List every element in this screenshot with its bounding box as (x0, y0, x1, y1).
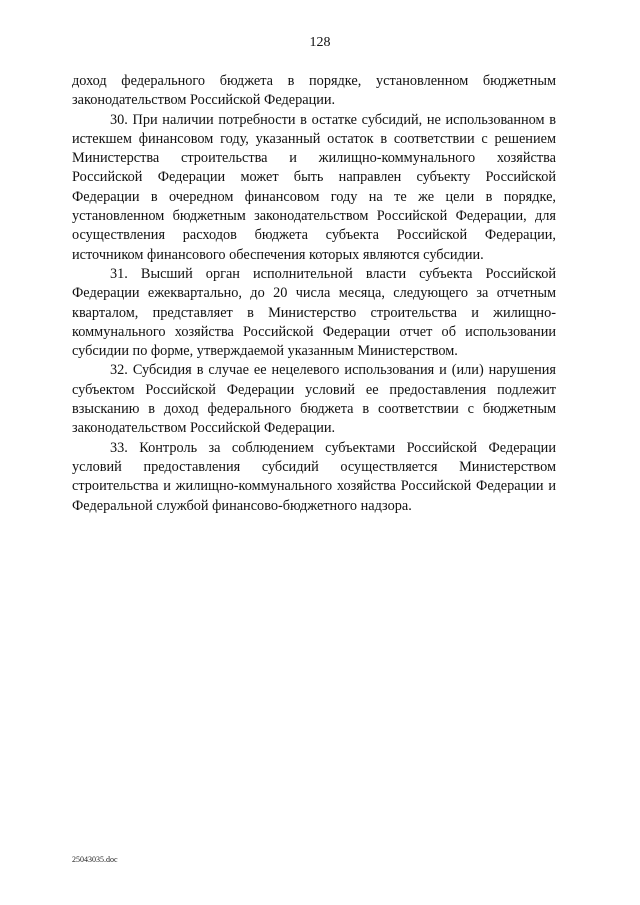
paragraph-33: 33. Контроль за соблюдением субъектами Российской Федерации условий предоставления субсидий осуществляется Министерством строительства и жилищно-коммунального хозяйства Российской Федерации и Федеральной службой финансово-бюджетного надзора. (72, 439, 556, 514)
footer-filename: 25043035.doc (72, 855, 118, 864)
paragraph-continuation: доход федерального бюджета в порядке, установленном бюджетным законодательством Российской Федерации. (72, 73, 556, 109)
paragraph-30: 30. При наличии потребности в остатке субсидий, не использованном в истекшем финансовом году, указанный остаток в соответствии с решением Министерства строительства и жилищно-коммунального хозяйства Российской Федерации может быть направлен субъекту Российской Федерации в очередном финансовом году на те же цели в порядке, установленном бюджетным законодательством Российской Федерации, для осуществления расходов бюджета субъекта Российской Федерации, источником финансового обеспечения которых являются субсидии. (72, 111, 556, 263)
paragraph-31: 31. Высший орган исполнительной власти субъекта Российской Федерации ежеквартально, до 20 числа месяца, следующего за отчетным кварталом, представляет в Министерство строительства и жилищно-коммунального хозяйства Российской Федерации отчет об использовании субсидии по форме, утверждаемой указанным Министерством. (72, 265, 556, 360)
paragraph-32: 32. Субсидия в случае ее нецелевого использования и (или) нарушения субъектом Российской Федерации условий ее предоставления подлежит взысканию в доход федерального бюджета в соответствии с бюджетным законодательством Российской Федерации. (72, 362, 556, 437)
document-body (72, 72, 556, 516)
page-number: 128 (309, 35, 331, 50)
